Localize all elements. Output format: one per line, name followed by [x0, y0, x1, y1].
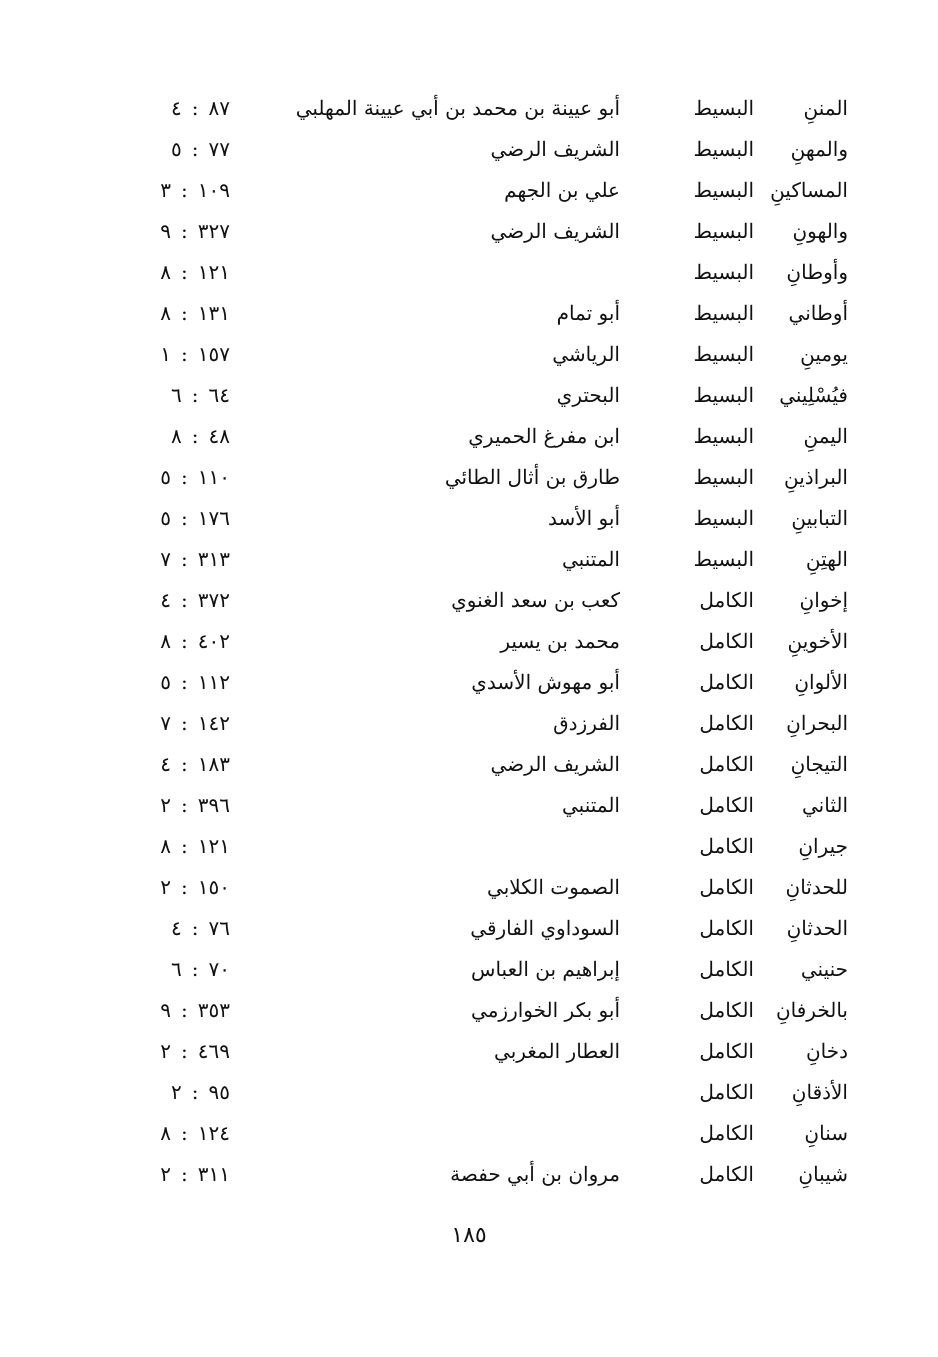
reference-page: ١١٢	[197, 670, 230, 694]
poet-name: الصموت الكلابي	[487, 875, 620, 899]
index-row	[0, 1031, 938, 1072]
reference-page: ١٠٩	[197, 178, 230, 202]
reference-count: ٧	[160, 711, 172, 735]
poet-name: أبو تمام	[556, 301, 620, 325]
reference-page: ٤٨	[208, 424, 230, 448]
index-row	[0, 416, 938, 457]
poet-name: علي بن الجهم	[504, 178, 620, 202]
rhyme-word: إخوانِ	[799, 588, 848, 612]
reference-page: ٩٥	[208, 1080, 230, 1104]
reference-page: ٤٠٢	[197, 629, 230, 653]
reference-page: ٧٧	[208, 137, 230, 161]
meter-name: البسيط	[693, 260, 754, 284]
index-row	[0, 211, 938, 252]
index-row	[0, 867, 938, 908]
rhyme-word: بالخرفانِ	[775, 998, 848, 1022]
reference-page: ٣٩٦	[197, 793, 230, 817]
reference-count: ٨	[160, 260, 172, 284]
poet-name: أبو بكر الخوارزمي	[471, 998, 620, 1022]
reference-count: ٥	[171, 137, 182, 161]
rhyme-word: دخانِ	[805, 1039, 848, 1063]
reference-page: ٦٤	[208, 383, 230, 407]
index-row	[0, 580, 938, 621]
rhyme-word: الأذقانِ	[791, 1080, 848, 1104]
reference-separator: :	[181, 1039, 188, 1063]
meter-name: الكامل	[699, 1039, 754, 1063]
reference-count: ٤	[171, 96, 182, 120]
poet-name: طارق بن أثال الطائي	[444, 465, 620, 489]
reference-separator: :	[191, 96, 199, 120]
reference-count: ٤	[171, 916, 182, 940]
reference-separator: :	[181, 588, 188, 612]
rhyme-word: اليمنِ	[803, 424, 848, 448]
meter-name: البسيط	[693, 342, 754, 366]
poet-name: السوداوي الفارقي	[470, 916, 620, 940]
meter-name: الكامل	[699, 670, 754, 694]
rhyme-word: الأخوينِ	[787, 629, 848, 653]
index-row	[0, 785, 938, 826]
meter-name: البسيط	[693, 178, 754, 202]
poet-name: العطار المغربي	[494, 1039, 620, 1063]
index-row	[0, 662, 938, 703]
reference	[130, 949, 230, 990]
reference	[130, 662, 230, 703]
reference-count: ٨	[160, 1121, 172, 1145]
index-row	[0, 334, 938, 375]
reference	[130, 375, 230, 416]
rhyme-word: التبابينِ	[791, 506, 848, 530]
index-row	[0, 457, 938, 498]
reference	[130, 703, 230, 744]
reference	[130, 1072, 230, 1113]
reference	[130, 252, 230, 293]
index-row	[0, 539, 938, 580]
reference	[130, 785, 230, 826]
reference-count: ٢	[160, 793, 172, 817]
poet-name: الشريف الرضي	[490, 137, 620, 161]
index-row	[0, 498, 938, 539]
reference	[130, 498, 230, 539]
reference-separator: :	[181, 506, 188, 530]
poet-name: أبو الأسد	[547, 506, 620, 530]
reference-page: ٣٢٧	[197, 219, 230, 243]
reference-count: ٦	[171, 957, 182, 981]
reference-page: ١٨٣	[197, 752, 230, 776]
reference	[130, 539, 230, 580]
reference-count: ٨	[171, 424, 182, 448]
meter-name: البسيط	[693, 547, 754, 571]
meter-name: الكامل	[699, 916, 754, 940]
poet-name: البحتري	[556, 383, 620, 407]
meter-name: البسيط	[693, 424, 754, 448]
meter-name: الكامل	[699, 752, 754, 776]
poet-name: أبو مهوش الأسدي	[471, 670, 620, 694]
reference-separator: :	[181, 875, 188, 899]
reference-page: ١٥٧	[197, 342, 230, 366]
reference-page: ١٢١	[197, 834, 230, 858]
index-row	[0, 703, 938, 744]
reference-separator: :	[191, 916, 199, 940]
reference-count: ٨	[160, 301, 172, 325]
meter-name: الكامل	[699, 711, 754, 735]
reference-separator: :	[181, 834, 188, 858]
poet-name: الفرزدق	[553, 711, 620, 735]
rhyme-word: وأوطانِ	[786, 260, 848, 284]
reference-page: ٣١١	[197, 1162, 230, 1186]
reference-separator: :	[181, 752, 188, 776]
poet-name: الرياشي	[552, 342, 620, 366]
reference	[130, 990, 230, 1031]
poet-name: ابن مفرغ الحميري	[468, 424, 620, 448]
reference-separator: :	[181, 219, 188, 243]
reference-count: ٥	[160, 670, 172, 694]
reference-page: ٨٧	[208, 96, 230, 120]
reference	[130, 1154, 230, 1195]
index-row	[0, 621, 938, 662]
poet-name: أبو عيينة بن محمد بن أبي عيينة المهلبي	[295, 96, 620, 120]
reference-count: ٢	[160, 1162, 172, 1186]
index-row	[0, 252, 938, 293]
meter-name: الكامل	[699, 1121, 754, 1145]
rhyme-word: الثاني	[801, 793, 848, 817]
rhyme-word: التيجانِ	[790, 752, 848, 776]
reference	[130, 908, 230, 949]
reference-page: ١٤٢	[197, 711, 230, 735]
poet-name: مروان بن أبي حفصة	[450, 1162, 620, 1186]
reference-count: ٥	[160, 506, 172, 530]
meter-name: الكامل	[699, 793, 754, 817]
reference-separator: :	[181, 301, 188, 325]
rhyme-word: شيبانِ	[798, 1162, 848, 1186]
reference-count: ٢	[160, 1039, 172, 1063]
reference-separator: :	[181, 342, 188, 366]
reference	[130, 293, 230, 334]
reference-separator: :	[181, 547, 188, 571]
rhyme-word: والهونِ	[792, 219, 848, 243]
reference	[130, 867, 230, 908]
rhyme-word: البراذينِ	[784, 465, 848, 489]
index-row	[0, 293, 938, 334]
rhyme-word: المساكينِ	[770, 178, 848, 202]
meter-name: البسيط	[693, 383, 754, 407]
poet-name: إبراهيم بن العباس	[471, 957, 620, 981]
poet-name: الشريف الرضي	[490, 219, 620, 243]
meter-name: الكامل	[699, 957, 754, 981]
reference-separator: :	[181, 260, 188, 284]
reference-separator: :	[181, 998, 188, 1022]
reference-page: ٧٦	[208, 916, 230, 940]
index-row	[0, 375, 938, 416]
reference-separator: :	[181, 793, 188, 817]
reference-count: ٨	[160, 834, 172, 858]
reference	[130, 170, 230, 211]
reference-page: ٣٧٢	[197, 588, 230, 612]
index-row	[0, 744, 938, 785]
poet-name: كعب بن سعد الغنوي	[451, 588, 620, 612]
reference	[130, 88, 230, 129]
meter-name: البسيط	[693, 506, 754, 530]
reference-count: ٤	[160, 752, 172, 776]
reference-separator: :	[181, 465, 188, 489]
meter-name: البسيط	[693, 137, 754, 161]
rhyme-word: حنيني	[800, 957, 848, 981]
reference-count: ٦	[171, 383, 182, 407]
reference-separator: :	[191, 957, 199, 981]
index-row	[0, 949, 938, 990]
rhyme-word: للحدثانِ	[785, 875, 848, 899]
meter-name: الكامل	[699, 1080, 754, 1104]
meter-name: البسيط	[693, 219, 754, 243]
meter-name: الكامل	[699, 998, 754, 1022]
reference-count: ٤	[160, 588, 172, 612]
reference-count: ٧	[160, 547, 172, 571]
reference-count: ٩	[160, 219, 172, 243]
reference-page: ٣٥٣	[197, 998, 230, 1022]
meter-name: البسيط	[693, 96, 754, 120]
reference-separator: :	[181, 670, 188, 694]
reference-separator: :	[181, 1121, 188, 1145]
reference-page: ١٢١	[197, 260, 230, 284]
reference-separator: :	[191, 137, 199, 161]
reference-separator: :	[181, 629, 188, 653]
reference-page: ١٣١	[197, 301, 230, 325]
meter-name: الكامل	[699, 834, 754, 858]
reference-count: ٨	[160, 629, 172, 653]
rhyme-word: يومينِ	[800, 342, 848, 366]
reference	[130, 1031, 230, 1072]
reference	[130, 334, 230, 375]
index-row	[0, 990, 938, 1031]
rhyme-word: أوطاني	[788, 301, 848, 325]
poet-name: المتنبي	[562, 547, 620, 571]
reference	[130, 580, 230, 621]
reference	[130, 211, 230, 252]
reference	[130, 129, 230, 170]
reference-separator: :	[181, 711, 188, 735]
poet-name: الشريف الرضي	[490, 752, 620, 776]
reference-page: ١٢٤	[197, 1121, 230, 1145]
poet-name: محمد بن يسير	[500, 629, 620, 653]
meter-name: الكامل	[699, 629, 754, 653]
reference-separator: :	[191, 1080, 199, 1104]
reference-page: ٣١٣	[197, 547, 230, 571]
reference-separator: :	[181, 178, 188, 202]
rhyme-word: جيرانِ	[798, 834, 848, 858]
reference-count: ١	[160, 342, 172, 366]
index-row	[0, 170, 938, 211]
page-number: ١٨٥	[451, 1223, 487, 1248]
reference-count: ٥	[160, 465, 172, 489]
rhyme-word: البحرانِ	[786, 711, 848, 735]
poet-name: المتنبي	[562, 793, 620, 817]
reference-separator: :	[181, 1162, 188, 1186]
index-row	[0, 129, 938, 170]
index-row	[0, 1072, 938, 1113]
meter-name: البسيط	[693, 301, 754, 325]
rhyme-word: فيُسْلِيني	[779, 383, 848, 407]
rhyme-word: الألوانِ	[794, 670, 848, 694]
index-row	[0, 908, 938, 949]
reference	[130, 621, 230, 662]
reference-separator: :	[191, 424, 199, 448]
reference-count: ٢	[171, 1080, 182, 1104]
reference	[130, 1113, 230, 1154]
index-row	[0, 826, 938, 867]
meter-name: الكامل	[699, 1162, 754, 1186]
reference-count: ٢	[160, 875, 172, 899]
reference	[130, 826, 230, 867]
reference-page: ١٧٦	[197, 506, 230, 530]
index-row	[0, 1154, 938, 1195]
rhyme-word: والمهنِ	[790, 137, 848, 161]
meter-name: الكامل	[699, 875, 754, 899]
rhyme-word: الهتِنِ	[805, 547, 848, 571]
index-table	[0, 88, 938, 1195]
rhyme-word: الحدثانِ	[786, 916, 848, 940]
index-row	[0, 1113, 938, 1154]
meter-name: البسيط	[693, 465, 754, 489]
rhyme-word: المننِ	[803, 96, 848, 120]
reference	[130, 416, 230, 457]
reference	[130, 457, 230, 498]
reference-separator: :	[191, 383, 199, 407]
reference-page: ١٥٠	[197, 875, 230, 899]
reference-page: ٧٠	[208, 957, 230, 981]
reference-page: ٤٦٩	[197, 1039, 230, 1063]
rhyme-word: سنانِ	[804, 1121, 848, 1145]
reference-count: ٣	[160, 178, 172, 202]
reference-count: ٩	[160, 998, 172, 1022]
reference	[130, 744, 230, 785]
reference-page: ١١٠	[197, 465, 230, 489]
meter-name: الكامل	[699, 588, 754, 612]
index-row	[0, 88, 938, 129]
